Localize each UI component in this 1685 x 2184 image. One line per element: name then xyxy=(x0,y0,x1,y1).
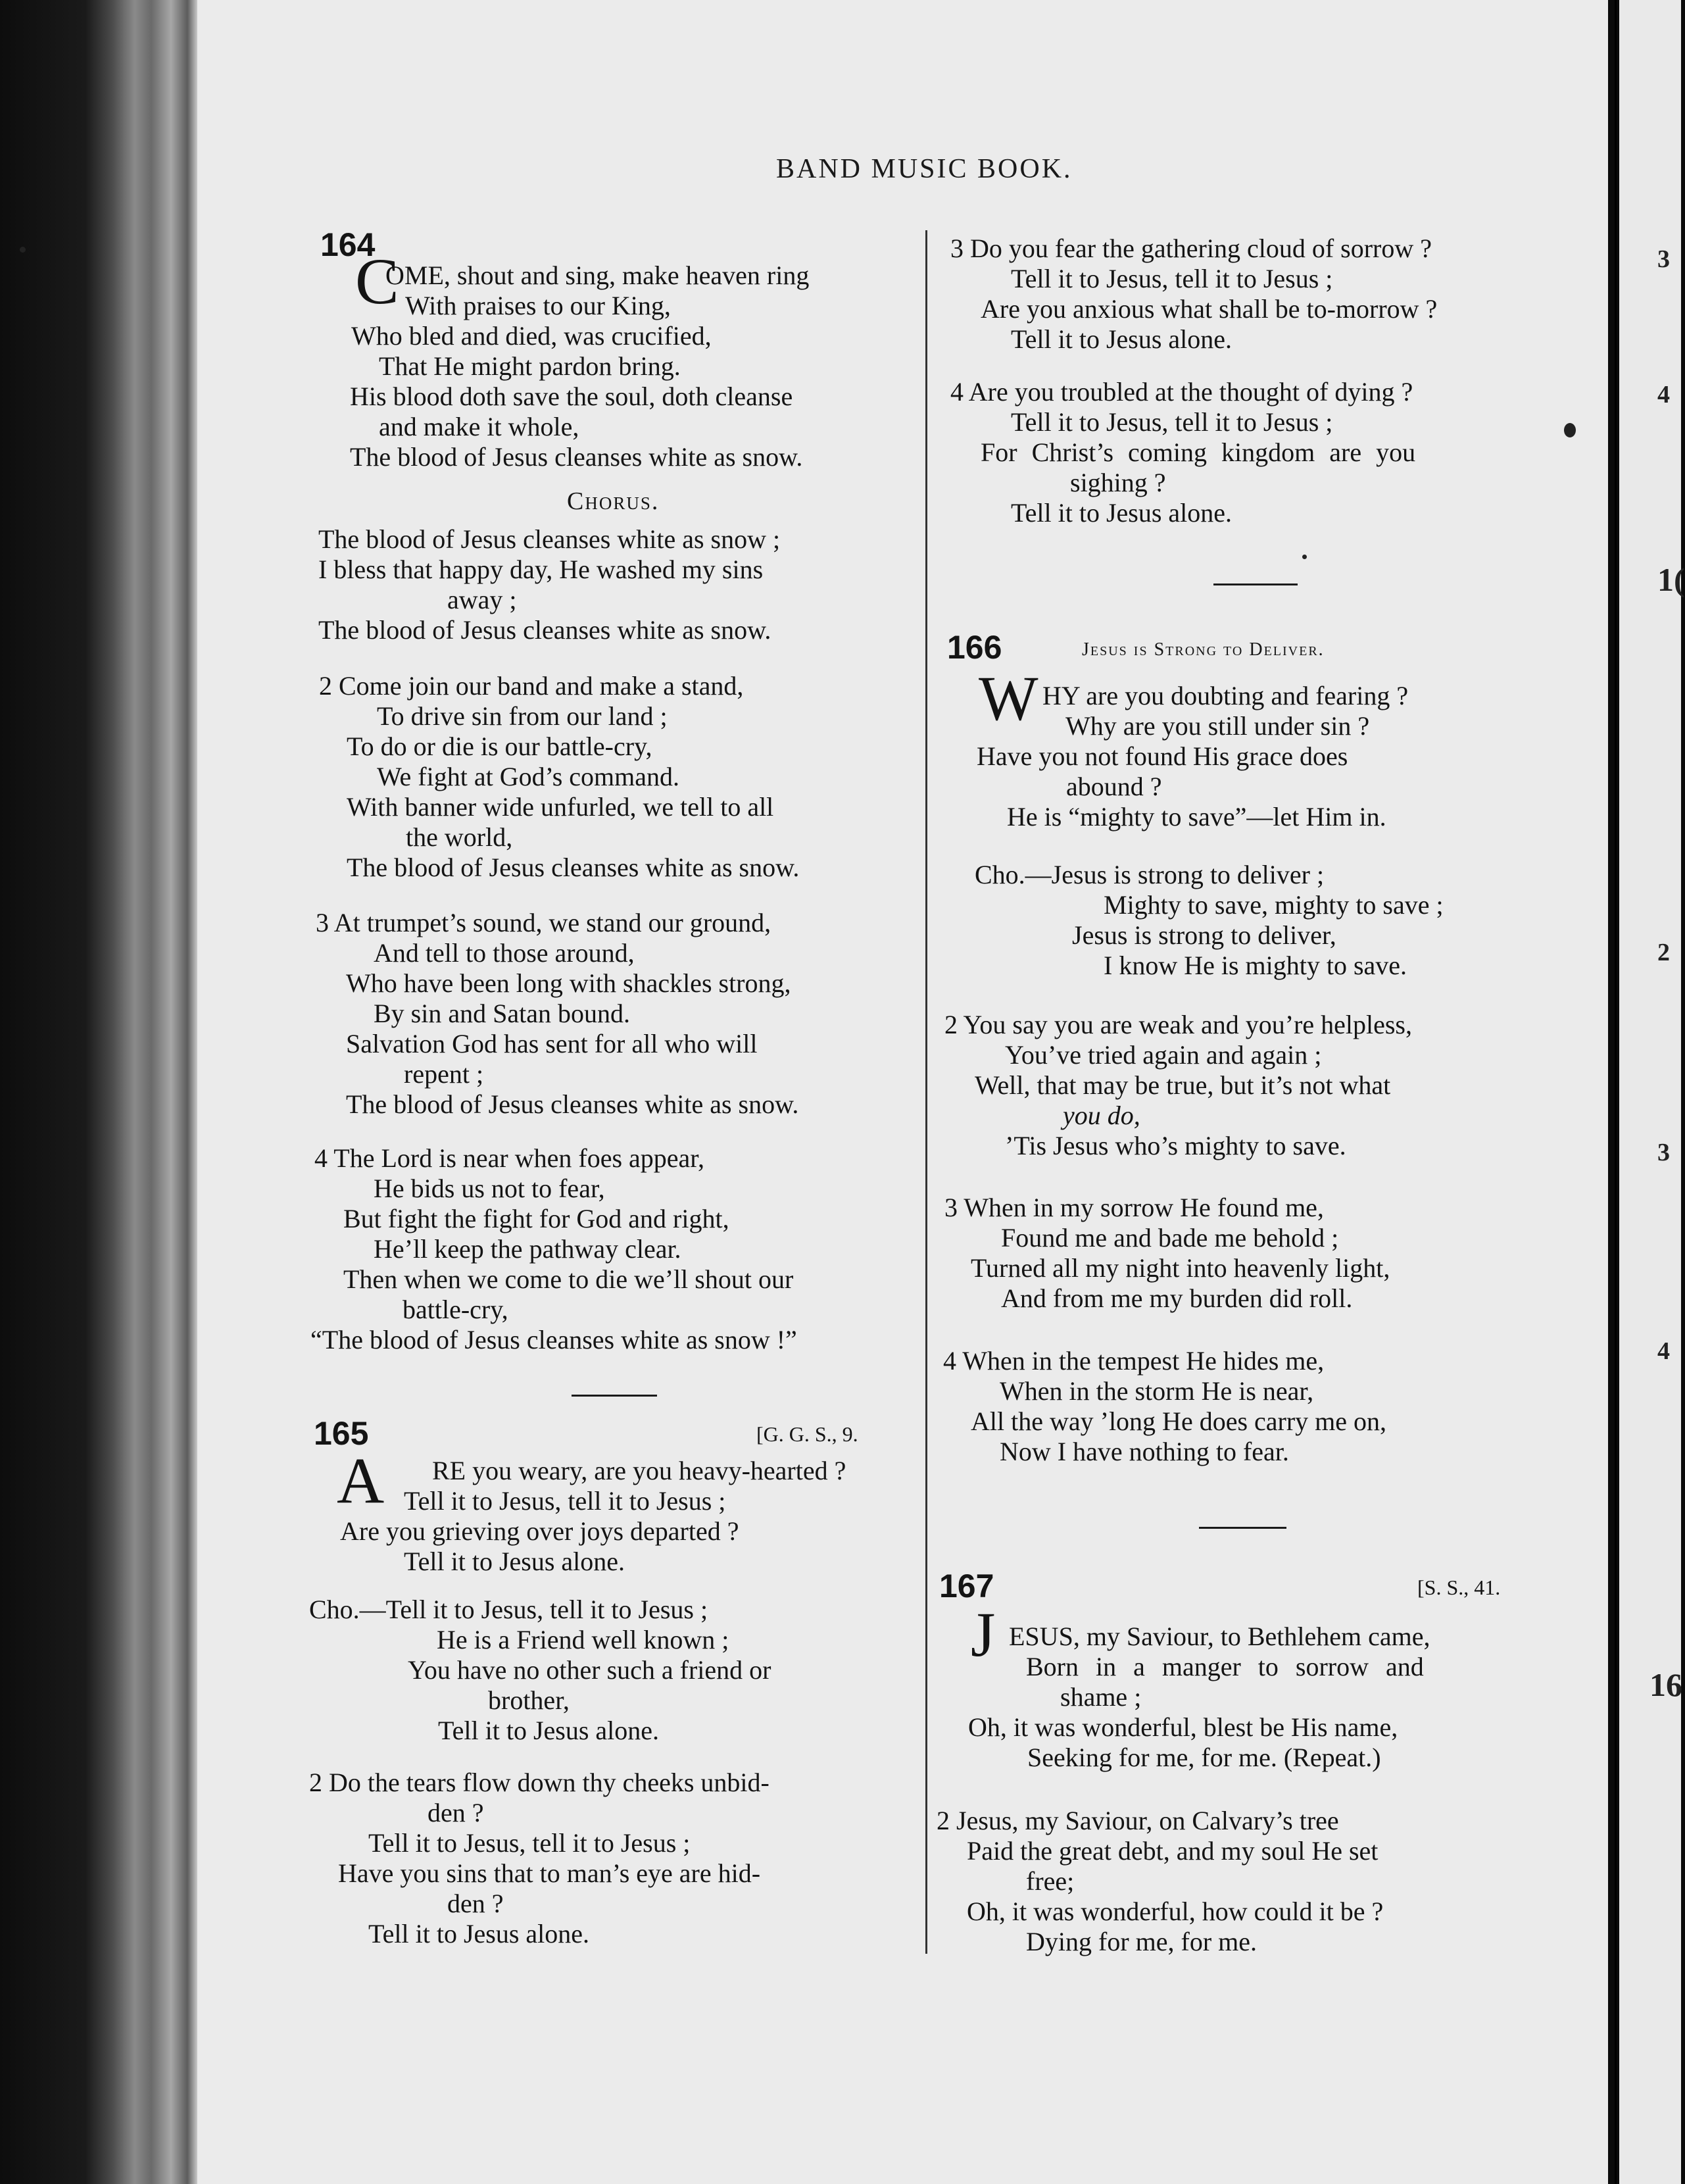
verse-line: He’ll keep the pathway clear. xyxy=(374,1234,681,1264)
hymn-reference: [S. S., 41. xyxy=(1417,1576,1501,1599)
section-separator xyxy=(572,1395,657,1397)
margin-fragment: 3 xyxy=(1657,245,1670,273)
verse-line: With banner wide unfurled, we tell to all xyxy=(347,792,774,822)
hymn-number: 164 xyxy=(320,226,376,263)
hymn-166-verse-3 xyxy=(944,1193,1390,1314)
drop-cap: W xyxy=(979,663,1038,733)
hymn-number: 165 xyxy=(314,1415,369,1452)
chorus-line: Cho.—Jesus is strong to deliver ; xyxy=(975,860,1325,889)
verse-line: Tell it to Jesus alone. xyxy=(404,1547,625,1576)
verse-line: 4 The Lord is near when foes appear, xyxy=(314,1143,704,1173)
verse-line: Seeking for me, for me. (Repeat.) xyxy=(1027,1743,1381,1772)
verse-line: den ? xyxy=(427,1798,484,1827)
book-page-edges xyxy=(0,0,197,2184)
verse-line: All the way ’long He does carry me on, xyxy=(971,1406,1387,1436)
drop-cap: J xyxy=(971,1599,996,1670)
margin-fragment: 1( xyxy=(1657,561,1685,598)
verse-line: shame ; xyxy=(1060,1682,1142,1712)
hymn-title: Jesus is Strong to Deliver. xyxy=(1082,639,1325,660)
verse-line: 4 When in the tempest He hides me, xyxy=(943,1346,1325,1376)
verse-line: The blood of Jesus cleanses white as snow. xyxy=(350,442,803,472)
verse-line: His blood doth save the soul, doth cleanse xyxy=(350,382,793,411)
verse-line: Turned all my night into heavenly light, xyxy=(971,1253,1390,1283)
verse-line: sighing ? xyxy=(1070,468,1166,497)
running-head: BAND MUSIC BOOK. xyxy=(776,154,1073,184)
verse-line: repent ; xyxy=(404,1059,484,1089)
verse-line: 2 Jesus, my Saviour, on Calvary’s tree xyxy=(937,1806,1339,1835)
verse-line: He bids us not to fear, xyxy=(374,1174,605,1203)
hymn-167-verse-2 xyxy=(937,1806,1383,1957)
verse-line: Oh, it was wonderful, how could it be ? xyxy=(967,1897,1384,1926)
hymn-165-verse-3 xyxy=(950,234,1437,355)
verse-line: For Christ’s coming kingdom are you xyxy=(981,437,1416,467)
verse-line: the world, xyxy=(406,822,513,852)
margin-fragment: 16 xyxy=(1649,1666,1682,1703)
column-divider xyxy=(925,230,927,1954)
section-separator xyxy=(1213,583,1298,585)
verse-line: Salvation God has sent for all who will xyxy=(346,1029,758,1058)
verse-line: Tell it to Jesus alone. xyxy=(1011,324,1233,354)
chorus-line: He is a Friend well known ; xyxy=(437,1625,729,1654)
facing-page-edge xyxy=(1619,0,1681,2184)
verse-line: Have you sins that to man’s eye are hid- xyxy=(338,1858,761,1888)
verse-line: Are you anxious what shall be to-morrow ? xyxy=(981,294,1438,324)
hymn-number: 166 xyxy=(947,629,1002,666)
chorus-line: You have no other such a friend or xyxy=(408,1655,771,1685)
verse-line: He is “mighty to save”—let Him in. xyxy=(1007,802,1386,831)
verse-line: Then when we come to die we’ll shout our xyxy=(343,1264,794,1294)
verse-line: Well, that may be true, but it’s not what xyxy=(975,1070,1391,1100)
verse-line: Tell it to Jesus, tell it to Jesus ; xyxy=(404,1486,726,1516)
drop-cap: A xyxy=(337,1444,385,1517)
verse-line: Dying for me, for me. xyxy=(1026,1927,1258,1956)
verse-line: Have you not found His grace does xyxy=(977,741,1348,771)
chorus-line: The blood of Jesus cleanses white as snow ; xyxy=(318,524,781,554)
verse-line: Are you grieving over joys departed ? xyxy=(340,1516,739,1546)
verse-line: And from me my burden did roll. xyxy=(1001,1283,1353,1313)
verse-line: Tell it to Jesus, tell it to Jesus ; xyxy=(368,1828,691,1858)
verse-line: 3 At trumpet’s sound, we stand our ground, xyxy=(316,908,771,937)
verse-line: abound ? xyxy=(1066,772,1162,801)
verse-line: To do or die is our battle-cry, xyxy=(347,732,652,761)
chorus-line: away ; xyxy=(447,585,517,614)
verse-line: battle-cry, xyxy=(403,1295,508,1324)
hymn-164-chorus xyxy=(318,524,780,645)
verse-line: RE you weary, are you heavy-hearted ? xyxy=(432,1456,846,1485)
chorus-line: The blood of Jesus cleanses white as snow. xyxy=(318,615,771,645)
margin-fragment: 4 xyxy=(1657,381,1670,409)
hymn-166-verse-1 xyxy=(977,681,1408,832)
verse-line: Tell it to Jesus alone. xyxy=(368,1919,590,1948)
verse-line: When in the storm He is near, xyxy=(1000,1376,1314,1406)
drop-cap: C xyxy=(355,245,399,318)
chorus-line: I know He is mighty to save. xyxy=(1104,951,1407,980)
verse-line: 4 Are you troubled at the thought of dying ? xyxy=(950,377,1413,407)
verse-line: With praises to our King, xyxy=(405,291,671,320)
verse-line: Now I have nothing to fear. xyxy=(1000,1437,1289,1466)
chorus-line: Jesus is strong to deliver, xyxy=(1072,920,1336,950)
hymn-165-verse-2 xyxy=(309,1768,769,1949)
verse-line: 3 When in my sorrow He found me, xyxy=(944,1193,1324,1222)
hymn-165-verse-4 xyxy=(950,377,1415,528)
section-separator xyxy=(1199,1527,1286,1529)
verse-line: Why are you still under sin ? xyxy=(1065,711,1370,741)
verse-line: The blood of Jesus cleanses white as snow. xyxy=(346,1089,799,1119)
verse-line: HY are you doubting and fearing ? xyxy=(1042,681,1409,710)
verse-line: We fight at God’s command. xyxy=(377,762,680,791)
verse-line: That He might pardon bring. xyxy=(379,351,681,381)
chorus-line: I bless that happy day, He washed my sins xyxy=(318,555,764,584)
chorus-heading: Chorus. xyxy=(567,487,660,515)
hymn-167-verse-1 xyxy=(968,1622,1430,1773)
hymn-166-chorus xyxy=(975,860,1444,981)
verse-line: den ? xyxy=(447,1889,504,1918)
speck xyxy=(20,247,26,253)
ink-spot xyxy=(1564,423,1576,437)
hymn-reference: [G. G. S., 9. xyxy=(756,1422,858,1446)
verse-line: Who have been long with shackles strong, xyxy=(346,968,791,998)
gutter-line xyxy=(1615,0,1617,2184)
verse-line: ESUS, my Saviour, to Bethlehem came, xyxy=(1009,1622,1430,1651)
margin-fragment: 4 xyxy=(1657,1337,1670,1365)
hymn-166-verse-2 xyxy=(944,1010,1412,1161)
hymn-164-verse-2 xyxy=(319,671,799,883)
hymn-165-verse-1 xyxy=(340,1456,846,1577)
hymn-number: 167 xyxy=(939,1568,994,1604)
hymn-166-verse-4 xyxy=(943,1346,1386,1467)
verse-line: and make it whole, xyxy=(379,412,579,441)
verse-line: Who bled and died, was crucified, xyxy=(351,321,712,351)
verse-line: And tell to those around, xyxy=(374,938,635,968)
verse-line: free; xyxy=(1026,1866,1075,1896)
chorus-line: brother, xyxy=(488,1685,570,1715)
verse-line: ’Tis Jesus who’s mighty to save. xyxy=(1005,1131,1346,1160)
margin-fragment: 2 xyxy=(1657,939,1670,966)
verse-line: 2 Do the tears flow down thy cheeks unbid- xyxy=(309,1768,769,1797)
verse-line: Tell it to Jesus alone. xyxy=(1011,498,1233,528)
verse-line: “The blood of Jesus cleanses white as snow !” xyxy=(310,1325,797,1354)
verse-line: you do, xyxy=(1063,1101,1140,1130)
verse-line: Found me and bade me behold ; xyxy=(1001,1223,1339,1253)
verse-line: 2 Come join our band and make a stand, xyxy=(319,671,744,701)
verse-line: To drive sin from our land ; xyxy=(377,701,668,731)
hymn-164-verse-1-lines xyxy=(350,261,803,472)
verse-line: But fight the fight for God and right, xyxy=(343,1204,729,1233)
verse-line: 2 You say you are weak and you’re helpless, xyxy=(944,1010,1412,1039)
chorus-line: Mighty to save, mighty to save ; xyxy=(1104,890,1444,920)
hymn-164-verse-3 xyxy=(316,908,798,1120)
verse-line: You’ve tried again and again ; xyxy=(1005,1040,1322,1070)
verse-line: Paid the great debt, and my soul He set xyxy=(967,1836,1379,1866)
hymn-164-verse-4 xyxy=(310,1143,797,1355)
verse-line: 3 Do you fear the gathering cloud of sorrow ? xyxy=(950,234,1432,263)
chorus-line: Tell it to Jesus alone. xyxy=(438,1716,660,1745)
verse-line: Oh, it was wonderful, blest be His name, xyxy=(968,1712,1398,1742)
verse-line: OME, shout and sing, make heaven ring xyxy=(385,261,810,290)
verse-line: By sin and Satan bound. xyxy=(374,999,630,1028)
verse-line: Tell it to Jesus, tell it to Jesus ; xyxy=(1011,407,1333,437)
verse-line: The blood of Jesus cleanses white as snow. xyxy=(347,853,800,882)
ink-speck xyxy=(1302,555,1307,559)
chorus-line: Cho.—Tell it to Jesus, tell it to Jesus ; xyxy=(309,1595,708,1624)
verse-line: Born in a manger to sorrow and xyxy=(1026,1652,1424,1681)
hymn-165-chorus xyxy=(309,1595,771,1746)
margin-fragment: 3 xyxy=(1657,1139,1670,1166)
verse-line: Tell it to Jesus, tell it to Jesus ; xyxy=(1011,264,1333,293)
